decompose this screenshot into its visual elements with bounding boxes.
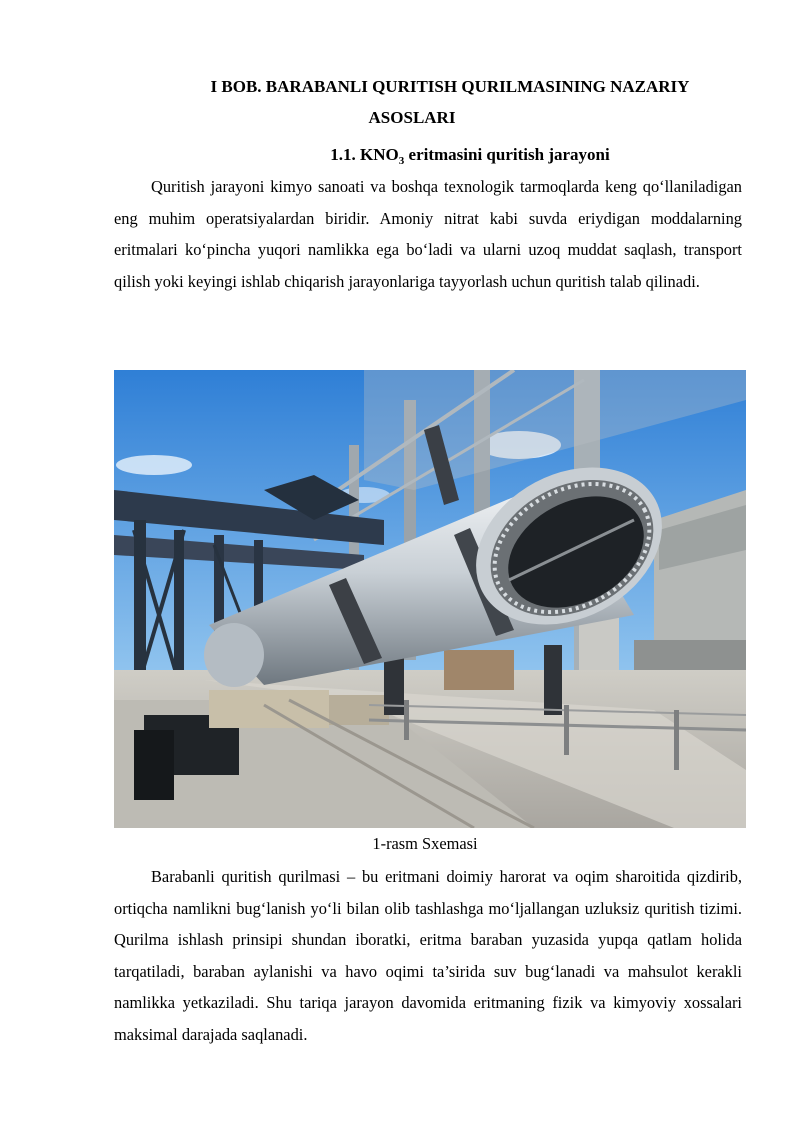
section-title-prefix: 1.1. KNO: [330, 145, 399, 164]
paragraph-description: Barabanli quritish qurilmasi – bu eritmani doimiy harorat va oqim sharoitida qizdirib, ortiqcha namlikni bug‘lanish yo‘li bilan olib tashlashga mo‘ljallangan uzluksiz quritish tizimi. Qurilma ishlash prinsipi shundan iboratki, eritma baraban yuzasida yupqa qatlam holida tarqatiladi, baraban aylanishi va havo oqimi ta’sirida suv bug‘lanadi va mahsulot kerakli namlikka yetkaziladi. Shu tariqa jarayon davomida eritmaning fizik va kimyoviy xossalari maksimal darajada saqlanadi.: [114, 867, 742, 1044]
section-title-subscript: 3: [398, 155, 405, 167]
paragraph-intro: Quritish jarayoni kimyo sanoati va boshqa texnologik tarmoqlarda keng qo‘llaniladigan eng muhim operatsiyalardan biridir. Amoniy nitrat kabi suvda eriydigan moddalarning eritmalari ko‘pincha yuqori namlikka ega bo‘ladi va ularni uzoq muddat saqlash, transport qilish yoki keyingi ishlab chiqarish jarayonlariga tayyorlash uchun quritish talab qilinadi.: [114, 177, 742, 291]
chapter-title-line2: ASOSLARI: [368, 108, 456, 127]
section-title-suffix: eritmasini quritish jarayoni: [404, 145, 610, 164]
rotary-drum-dryer-photo: [114, 370, 746, 828]
figure-caption: 1-rasm Sxemasi: [372, 834, 478, 853]
chapter-title-line1: I BOB. BARABANLI QURITISH QURILMASINING NAZARIY: [210, 77, 690, 96]
section-title: [70, 145, 800, 171]
